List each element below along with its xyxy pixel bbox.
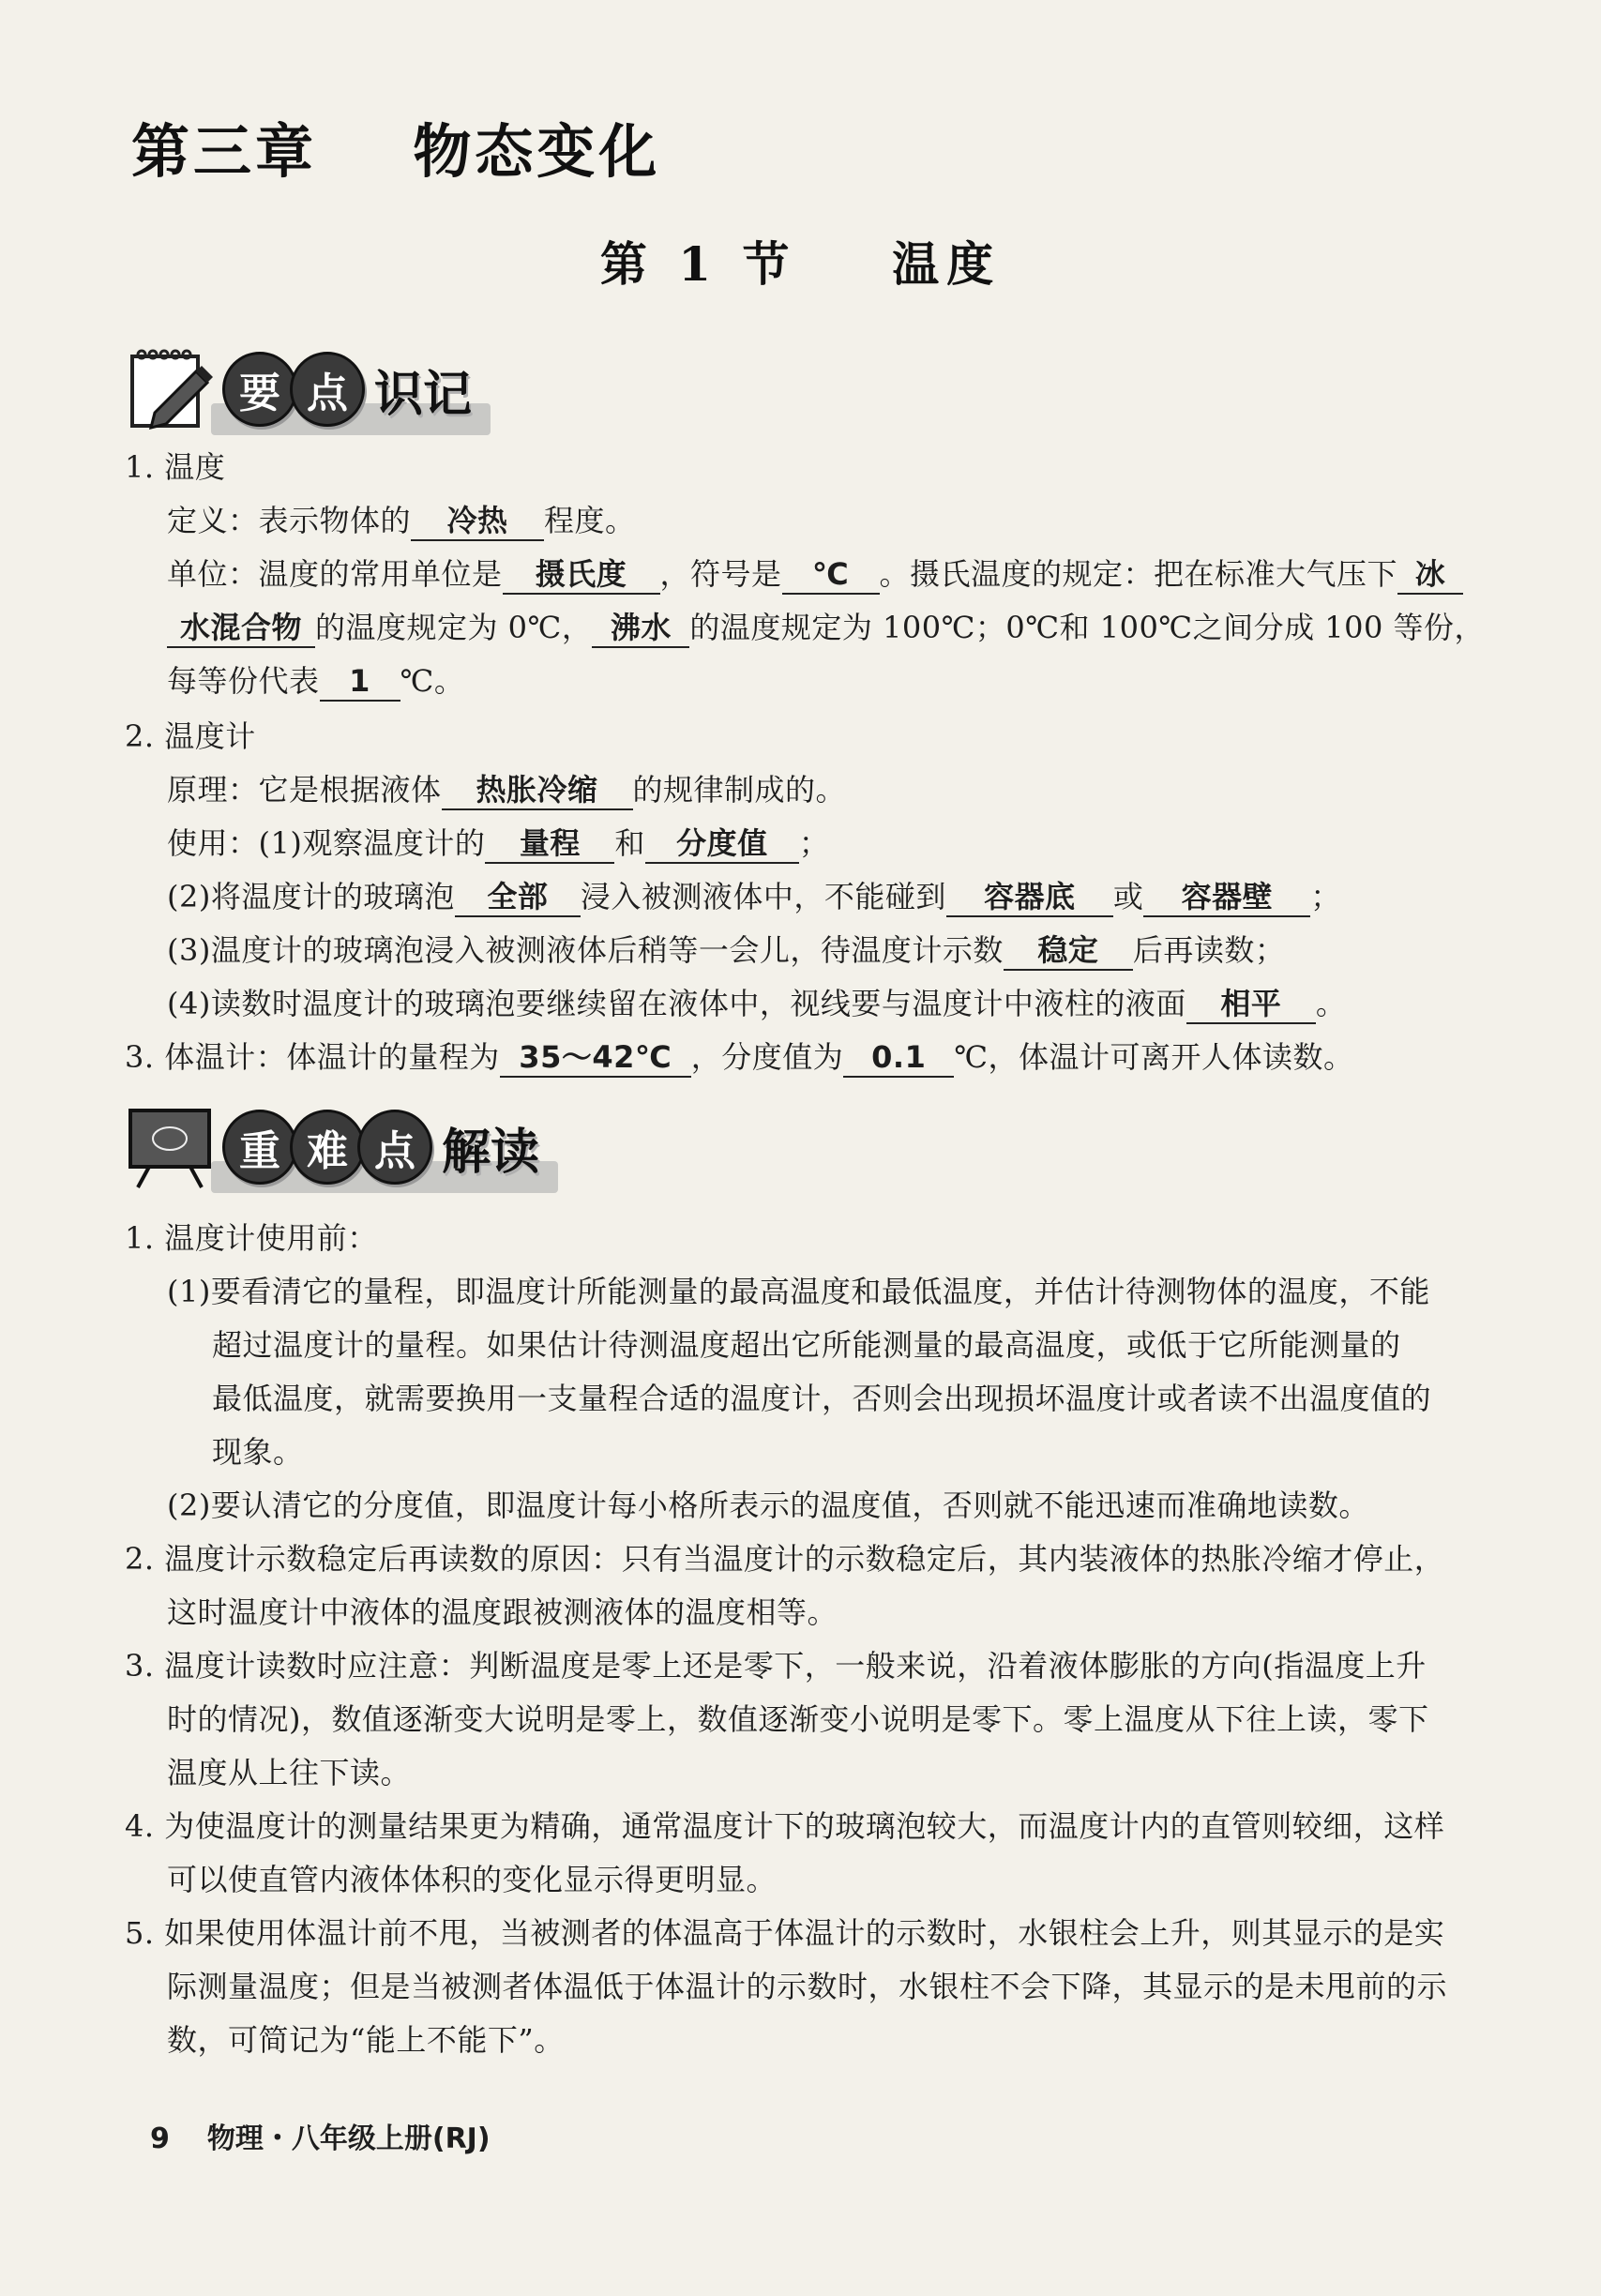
answer-blank: 热胀冷缩 xyxy=(442,771,633,810)
answer-blank: ℃ xyxy=(782,555,880,595)
para-line: 数，可简记为“能上不能下”。 xyxy=(167,2022,565,2058)
answer-blank: 相平 xyxy=(1186,985,1316,1024)
difficulties-banner xyxy=(127,1095,539,1199)
blackboard-icon xyxy=(127,1105,217,1189)
banner-char: 重 xyxy=(222,1110,297,1185)
para-line: 可以使直管内液体体积的变化显示得更明显。 xyxy=(167,1862,778,1897)
section-title: 第 1 节 温度 xyxy=(599,236,1002,292)
answer-blank: 容器壁 xyxy=(1143,878,1310,917)
notebook-pencil-icon xyxy=(127,347,217,431)
banner-char: 要 xyxy=(222,352,297,427)
answer-blank: 量程 xyxy=(485,824,614,864)
banner-title: 解读 xyxy=(442,1124,540,1181)
para-line: 3. 温度计读数时应注意：判断温度是零上还是零下，一般来说，沿着液体膨胀的方向(指温度上升 xyxy=(125,1648,1427,1684)
answer-blank: 分度值 xyxy=(645,824,799,864)
answer-blank: 35～42℃ xyxy=(500,1038,691,1078)
para-line: 1. 温度计使用前： xyxy=(125,1220,378,1256)
definition-line: 定义：表示物体的 冷热 程度。 xyxy=(167,494,636,548)
para-line: (2)要认清它的分度值，即温度计每小格所表示的温度值，否则就不能迅速而准确地读数。 xyxy=(167,1488,1369,1523)
para-line: (1)要看清它的量程，即温度计所能测量的最高温度和最低温度，并估计待测物体的温度，不能 xyxy=(167,1274,1430,1309)
usage-line-4: (4)读数时温度计的玻璃泡要继续留在液体中，视线要与温度计中液柱的液面 相平 。 xyxy=(167,977,1346,1031)
key-points-banner xyxy=(127,338,472,441)
usage-line-1: 使用：(1)观察温度计的 量程 和 分度值 ； xyxy=(167,817,829,870)
banner-char: 点 xyxy=(357,1110,432,1185)
unit-line-1: 单位：温度的常用单位是 摄氏度 ，符号是 ℃ 。摄氏温度的规定：把在标准大气压下 冰 xyxy=(167,548,1463,601)
answer-blank: 冷热 xyxy=(411,502,544,541)
para-line: 现象。 xyxy=(212,1434,304,1470)
answer-blank: 全部 xyxy=(455,878,581,917)
para-line: 这时温度计中液体的温度跟被测液体的温度相等。 xyxy=(167,1594,838,1630)
unit-line-3: 每等份代表 1 ℃。 xyxy=(167,655,464,708)
page-number: 9 xyxy=(150,2122,170,2155)
answer-blank: 稳定 xyxy=(1004,931,1133,971)
para-line: 2. 温度计示数稳定后再读数的原因：只有当温度计的示数稳定后，其内装液体的热胀冷缩才停止， xyxy=(125,1541,1445,1577)
book-title: 物理・八年级上册(RJ) xyxy=(206,2122,491,2155)
item-3-line: 3. 体温计：体温计的量程为 35～42℃ ，分度值为 0.1 ℃，体温计可离开人体读数。 xyxy=(125,1031,1354,1084)
principle-line: 原理：它是根据液体 热胀冷缩 的规律制成的。 xyxy=(167,763,846,817)
answer-blank: 容器底 xyxy=(946,878,1113,917)
banner-title: 识记 xyxy=(374,366,473,423)
answer-blank: 冰 xyxy=(1397,555,1463,595)
para-line: 时的情况)，数值逐渐变大说明是零上，数值逐渐变小说明是零下。零上温度从下往上读，零下 xyxy=(167,1701,1429,1737)
para-line: 5. 如果使用体温计前不甩，当被测者的体温高于体温计的示数时，水银柱会上升，则其显示的是实 xyxy=(125,1915,1445,1951)
item-1-heading: 1. 温度 xyxy=(125,449,226,485)
page-footer xyxy=(150,2115,491,2156)
banner-char: 难 xyxy=(290,1110,365,1185)
banner-char: 点 xyxy=(290,352,365,427)
para-line: 最低温度，就需要换用一支量程合适的温度计，否则会出现损坏温度计或者读不出温度值的 xyxy=(212,1381,1432,1416)
unit-line-2: 水混合物 的温度规定为 0℃， 沸水 的温度规定为 100℃；0℃和 100℃之间分成 100 等份， xyxy=(167,601,1485,655)
para-line: 温度从上往下读。 xyxy=(167,1755,412,1790)
usage-line-2: (2)将温度计的玻璃泡 全部 浸入被测液体中，不能碰到 容器底 或 容器壁 ； xyxy=(167,870,1341,924)
item-2-heading: 2. 温度计 xyxy=(125,718,256,754)
answer-blank: 1 xyxy=(320,662,400,702)
answer-blank: 水混合物 xyxy=(167,609,315,648)
answer-blank: 0.1 xyxy=(843,1038,954,1078)
usage-line-3: (3)温度计的玻璃泡浸入被测液体后稍等一会儿，待温度计示数 稳定 后再读数； xyxy=(167,924,1285,977)
para-line: 际测量温度；但是当被测者体温低于体温计的示数时，水银柱不会下降，其显示的是未甩前的示 xyxy=(167,1969,1448,2004)
chapter-title: 第三章 物态变化 xyxy=(131,117,661,186)
para-line: 4. 为使温度计的测量结果更为精确，通常温度计下的玻璃泡较大，而温度计内的直管则较细，这样 xyxy=(125,1808,1445,1844)
answer-blank: 沸水 xyxy=(592,609,689,648)
para-line: 超过温度计的量程。如果估计待测温度超出它所能测量的最高温度，或低于它所能测量的 xyxy=(212,1327,1401,1363)
answer-blank: 摄氏度 xyxy=(503,555,660,595)
